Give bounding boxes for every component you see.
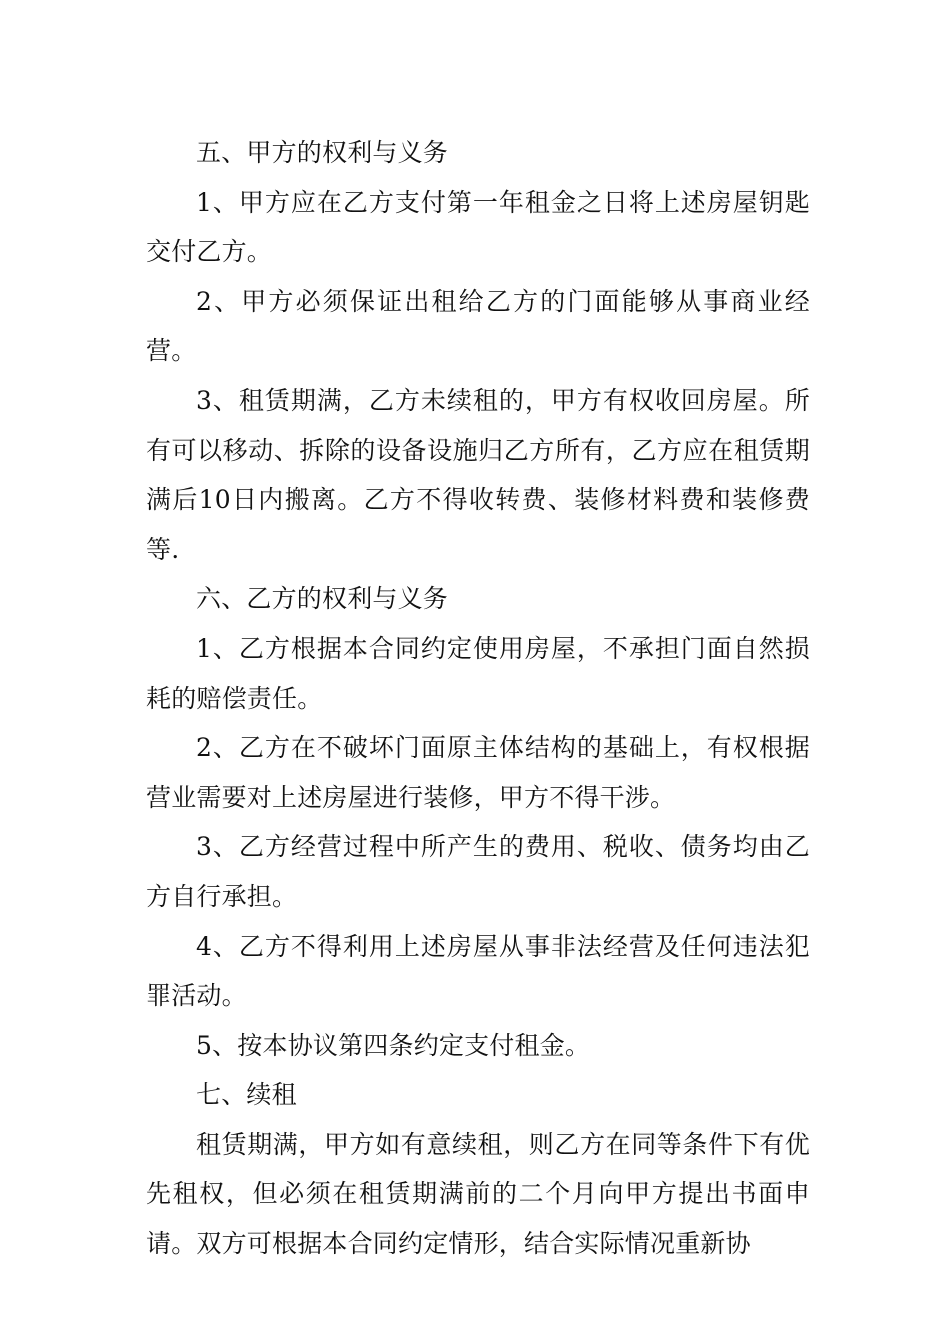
paragraph: 1、乙方根据本合同约定使用房屋，不承担门面自然损耗的赔偿责任。 xyxy=(146,633,810,713)
section-heading-party-a: 五、甲方的权利与义务 xyxy=(196,138,449,167)
section-heading-renewal: 七、续租 xyxy=(196,1080,297,1110)
paragraph: 1、甲方应在乙方支付第一年租金之日将上述房屋钥匙交付乙方。 xyxy=(146,187,810,267)
paragraph: 4、乙方不得利用上述房屋从事非法经营及任何违法犯罪活动。 xyxy=(146,931,810,1011)
paragraph: 租赁期满，甲方如有意续租，则乙方在同等条件下有优先租权，但必须在租赁期满前的二个月向甲方提出书面申请。双方可根据本合同约定情形，结合实际情况重新协 xyxy=(146,1129,810,1259)
section-heading-party-b: 六、乙方的权利与义务 xyxy=(196,584,449,614)
paragraph: 3、租赁期满，乙方未续租的，甲方有权收回房屋。所有可以移动、拆除的设备设施归乙方所有，乙方应在租赁期满后10日内搬离。乙方不得收转费、装修材料费和装修费等. xyxy=(146,385,810,564)
paragraph: 2、甲方必须保证出租给乙方的门面能够从事商业经营。 xyxy=(146,286,810,366)
paragraph: 5、按本协议第四条约定支付租金。 xyxy=(196,1030,591,1060)
paragraph: 3、乙方经营过程中所产生的费用、税收、债务均由乙方自行承担。 xyxy=(146,832,810,911)
paragraph: 2、乙方在不破坏门面原主体结构的基础上，有权根据营业需要对上述房屋进行装修，甲方不得干涉。 xyxy=(146,733,810,812)
document-body xyxy=(146,128,810,1269)
